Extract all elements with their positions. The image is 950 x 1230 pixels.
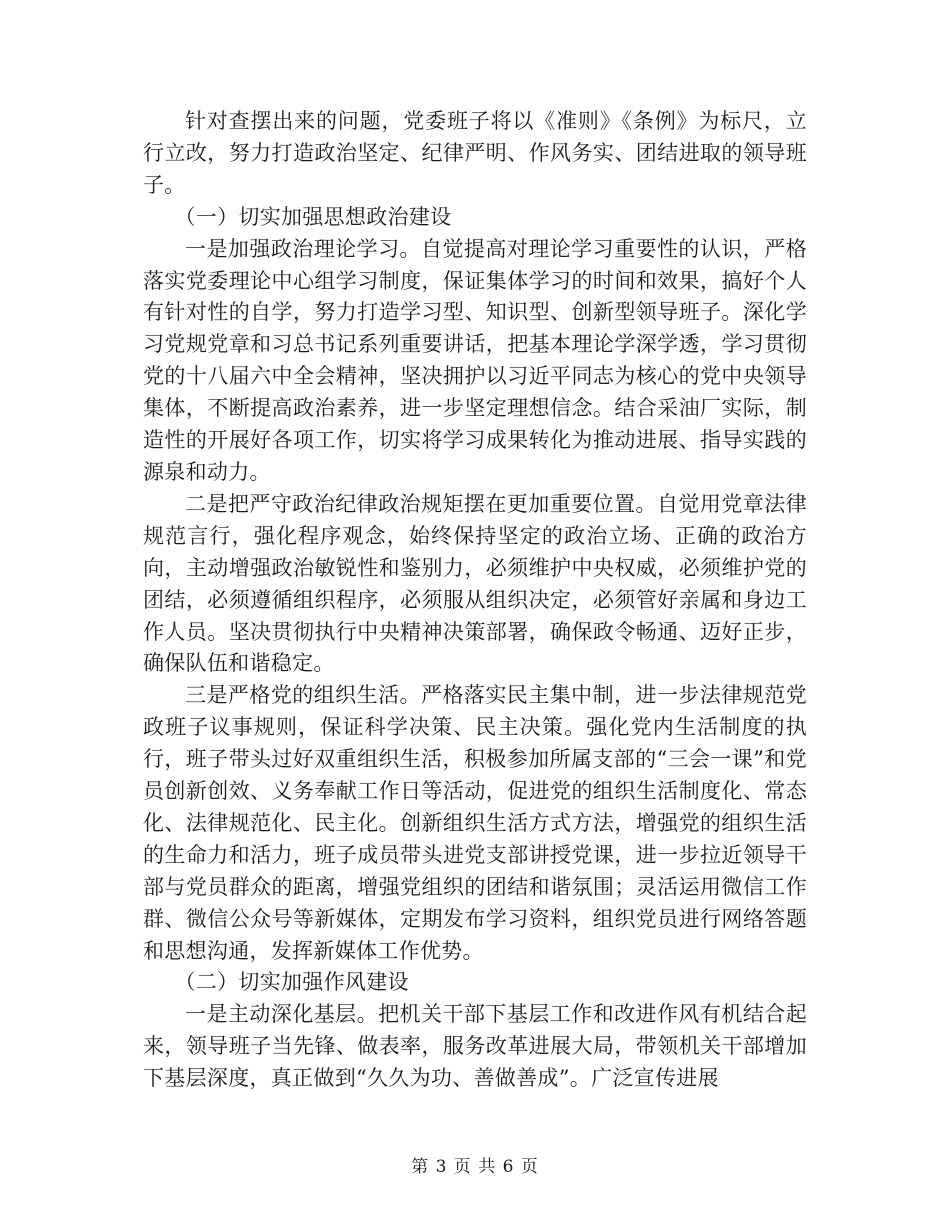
intro-paragraph: 针对查摆出来的问题，党委班子将以《准则》《条例》为标尺，立行立改，努力打造政治坚定、纪律严明、作风务实、团结进取的领导班子。 [143,109,807,197]
page-number-footer: 第 3 页 共 6 页 [411,1157,539,1177]
section-heading-1: （一）切实加强思想政治建设 [174,204,452,229]
paragraph-political-discipline: 二是把严守政治纪律政治规矩摆在更加重要位置。自觉用党章法律规范言行，强化程序观念，始终保持坚定的政治立场、正确的政治方向，主动增强政治敏锐性和鉴别力，必须维护中央权威，必须维护党的团结，必须遵循组织程序，必须服从组织决定，必须管好亲属和身边工作人员。坚决贯彻执行中央精神决策部署，确保政令畅通、迈好正步，确保队伍和谐稳定。 [143,491,807,676]
paragraph-organization-life: 三是严格党的组织生活。严格落实民主集中制，进一步法律规范党政班子议事规则，保证科学决策、民主决策。强化党内生活制度的执行，班子带头过好双重组织生活，积极参加所属支部的“三会一课”和党员创新创效、义务奉献工作日等活动，促进党的组织生活制度化、常态化、法律规范化、民主化。创新组织生活方式方法，增强党的组织生活的生命力和活力，班子成员带头进党支部讲授党课，进一步拉近领导干部与党员群众的距离，增强党组织的团结和谐氛围；灵活运用微信工作群、微信公众号等新媒体，定期发布学习资料，组织党员进行网络答题和思想沟通，发挥新媒体工作优势。 [143,683,807,963]
document-body [143,106,807,1095]
paragraph-theory-study: 一是加强政治理论学习。自觉提高对理论学习重要性的认识，严格落实党委理论中心组学习制度，保证集体学习的时间和效果，搞好个人有针对性的自学，努力打造学习型、知识型、创新型领导班子。深化学习党规党章和习总书记系列重要讲话，把基本理论学深学透，学习贯彻党的十八届六中全会精神，坚决拥护以习近平同志为核心的党中央领导集体，不断提高政治素养，进一步坚定理想信念。结合采油厂实际，制造性的开展好各项工作，切实将学习成果转化为推动进展、指导实践的源泉和动力。 [143,236,807,484]
paragraph-grassroots: 一是主动深化基层。把机关干部下基层工作和改进作风有机结合起来，领导班子当先锋、做表率，服务改革进展大局，带领机关干部增加下基层深度，真正做到“久久为功、善做善成”。广泛宣传进展 [143,1002,807,1091]
section-heading-2: （二）切实加强作风建设 [174,970,409,995]
